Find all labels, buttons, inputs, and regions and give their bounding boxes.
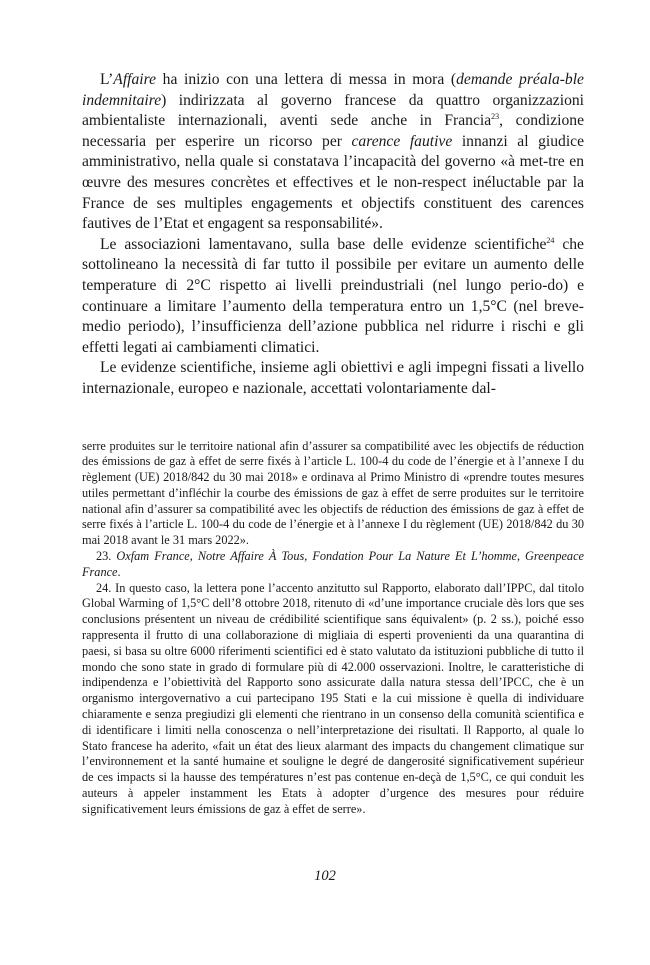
main-text	[82, 70, 584, 400]
p1-italic-affaire: Affaire	[113, 71, 157, 88]
p1-part: innanzi al giudice amministrativo, nella quale si constatava l’incapacità del governo «à met-tre en œuvre des mesures concrètes et effectives et le non-respect inéluctable par la France de ses multiples engagements et objectifs constituent des carences fautives de l’Etat et engagent sa responsabilité».	[82, 132, 584, 233]
p1-part: ) indirizzata al governo francese da quattro organizzazioni ambientaliste internazionali, aventi sede anche in Francia	[82, 91, 584, 130]
paragraph-2	[82, 235, 584, 359]
footnote-23-end: .	[117, 564, 121, 579]
footnote-continuation: serre produites sur le territoire national afin d’assurer sa compatibilité avec les objectifs de réduction des émissions de gaz à effet de serre fixés à l’article L. 100-4 du code de l’énergie et à l’annexe I du règlement (UE) 2018/842 du 30 mai 2018» e ordinava al Primo Ministro di «prendre toutes mesures utiles permettant d’infléchir la courbe des émissions de gaz à effet de serre produites sur le territoire national afin d’assurer sa compatibilité avec les objectifs de réduction des émissions de gaz à effet de serre fixés à l’article L. 100-4 du code de l’énergie et à l’annexe I du règlement (UE) 2018/842 du 30 mai 2018 avant le 31 mars 2022».	[82, 438, 584, 548]
p1-part: ha inizio con una lettera di messa in mora (	[156, 71, 457, 88]
footnote-24: 24. In questo caso, la lettera pone l’accento anzitutto sul Rapporto, elaborato dall’IPPC, dal titolo Global Warming of 1,5°C dell’8 ottobre 2018, ritenuto di «d’une importance cruciale dès lors que ses conclusions présentent un niveau de crédibilité scientifique sans équivalent» (p. 2 ss.), poiché esso rappresenta il frutto di una collaborazione di migliaia di esperti provenienti da una quarantina di paesi, si basa su oltre 6000 riferimenti scientifici ed è stato valutato da istituzioni pubbliche di tutto il mondo che sono state in grado di formulare più di 42.000 osservazioni. Inoltre, le caratteristiche di indipendenza e l’obiettività del Rapporto sono assicurate dalla natura stessa dell’IPCC, che è un organismo intergovernativo a cui partecipano 195 Stati e la cui missione è quella di individuare chiaramente e senza pregiudizi gli elementi che rientrano in un consenso della comunità scientifica e di identificare i limiti nella conoscenza o nell’interpretazione dei risultati. Il Rapporto, al quale lo Stato francese ha aderito, «fait un état des lieux alarmant des impacts du changement climatique sur l’environnement et la santé humaine et souligne le degré de dangerosité significativement supérieur de ces impacts si la hausse des températures n’est pas contenue en-deçà de 1,5°C, ce qui conduit les auteurs à appeler instamment les Etats à adopter d’urgence des mesures pour réduire significativement leurs émissions de gaz à effet de serre».	[82, 580, 584, 816]
p2-part: Le associazioni lamentavano, sulla base delle evidenze scientifiche	[100, 235, 547, 253]
p1-italic-carence: carence fautive	[351, 132, 453, 150]
footnote-23-text: Oxfam France, Notre Affaire À Tous, Fondation Pour La Nature Et L’homme, Greenpeace France	[82, 549, 584, 579]
paragraph-1	[82, 70, 584, 235]
footnote-ref-24[interactable]: 24	[546, 235, 555, 245]
paragraph-3: Le evidenze scientifiche, insieme agli obiettivi e agli impegni fissati a livello internazionale, europeo e nazionale, accettati volontariamente dal-	[82, 359, 584, 397]
p1-part: L’	[100, 71, 114, 88]
footnotes	[82, 439, 584, 818]
page-number: 102	[314, 868, 336, 884]
footnote-ref-23[interactable]: 23	[491, 112, 500, 121]
footnote-23	[82, 549, 584, 581]
p2-part: che sottolineano la necessità di far tutto il possibile per evitare un aumento delle temperature di 2°C rispetto ai livelli preindustriali (nel lungo perio-do) e continuare a limitare l’aumento della temperatura entro un 1,5°C (nel breve-medio periodo), l’insufficienza dell’azione pubblica nel ridurre i rischi e gli effetti legati ai cambiamenti climatici.	[82, 235, 584, 356]
footnote-23-number: 23.	[96, 549, 117, 564]
page-body	[82, 70, 584, 818]
p1-part: , condizione necessaria per esperire un ricorso per	[82, 112, 584, 150]
p1-italic-demande: demande préala-ble indemnitaire	[82, 71, 584, 109]
